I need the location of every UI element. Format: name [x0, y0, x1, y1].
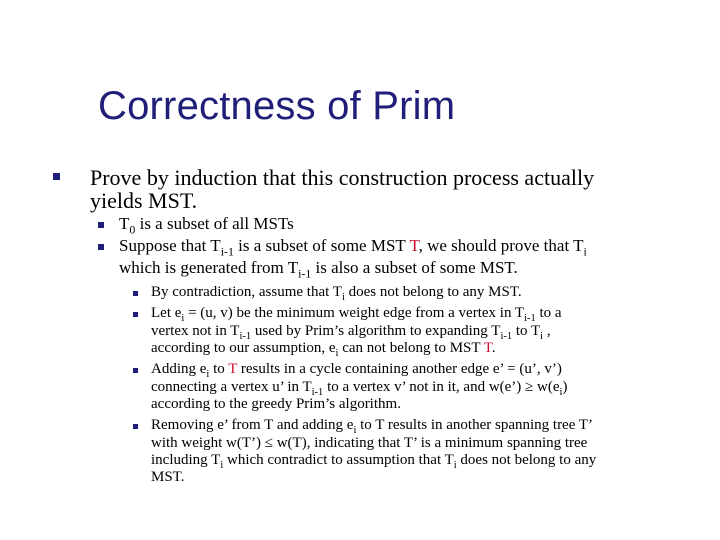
level3-item-4-line-4: MST. — [151, 469, 185, 485]
bullet-square-icon — [53, 173, 60, 180]
bullet-square-icon — [98, 222, 104, 228]
highlight-T: T — [409, 236, 419, 255]
level1-line-1: Prove by induction that this construction process actually — [90, 165, 595, 190]
bullet-square-icon — [133, 291, 138, 296]
level3-item-4-line-3: including $T_i$ which contradict to assumption that $T_i$ does not belong to any — [151, 452, 597, 471]
level3-item-3-line-3: according to the greedy Prim’s algorithm. — [151, 396, 401, 412]
level3-item-1: By contradiction, assume that $T_i$ does not belong to any MST. — [151, 284, 522, 303]
slide-title: Correctness of Prim — [98, 84, 456, 128]
level2-item-2-line-2: which is generated from $T_{i-1}$ is also a subset of some MST. — [119, 258, 518, 281]
highlight-T: T — [483, 340, 492, 356]
level2-item-1: $T_0$ is a subset of all MSTs — [119, 214, 294, 237]
level3-item-2-line-2: vertex not in $T_{i-1}$ used by Prim’s algorithm to expanding $T_{i-1}$ to $T_i$ , — [151, 323, 551, 342]
bullet-square-icon — [133, 368, 138, 373]
highlight-T: T — [228, 361, 238, 377]
bullet-square-icon — [133, 312, 138, 317]
level3-item-3-line-2: connecting a vertex u’ in $T_{i-1}$ to a vertex v’ not in it, and w(e’) ≥ $w(e_i)$ — [151, 379, 568, 398]
level2-item-2-line-1: Suppose that $T_{i-1}$ is a subset of some MST T, we should prove that $T_i$ — [119, 236, 587, 259]
bullet-square-icon — [133, 424, 138, 429]
level3-item-3-line-1: Adding $e_i$ to T results in a cycle containing another edge e’ = (u’, v’) — [151, 361, 562, 380]
bullet-square-icon — [98, 244, 104, 250]
level3-item-2-line-3: according to our assumption, $e_i$ can not belong to MST T. — [151, 340, 496, 359]
level3-item-4-line-2: with weight w(T’) ≤ w(T), indicating that T’ is a minimum spanning tree — [151, 435, 588, 451]
level1-line-2: yields MST. — [90, 188, 198, 213]
level3-item-4-line-1: Removing e’ from T and adding $e_i$ to T results in another spanning tree T’ — [151, 417, 594, 436]
level3-item-2-line-1: Let $e_i = (u$, v) be the minimum weight edge from a vertex in $T_{i-1}$ to a — [151, 305, 562, 324]
